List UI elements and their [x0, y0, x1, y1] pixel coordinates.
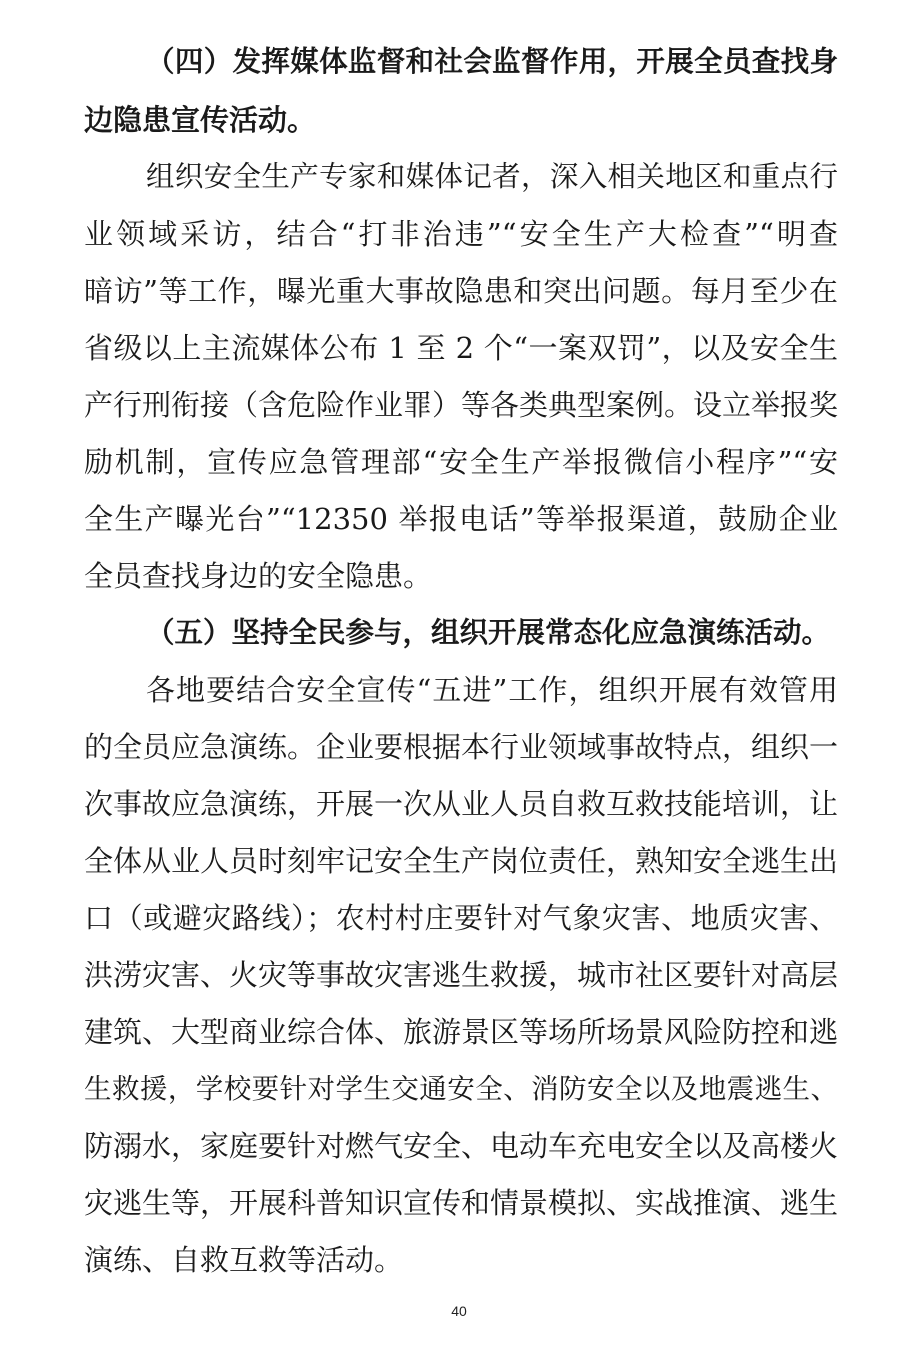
- paragraph-line: 的全员应急演练。企业要根据本行业领域事故特点，组织一: [84, 730, 839, 764]
- paragraph-line: 演练、自救互救等活动。: [84, 1243, 404, 1277]
- paragraph-line: 全生产曝光台”“12350 举报电话”等举报渠道，鼓励企业: [84, 502, 838, 536]
- paragraph-line: 暗访”等工作，曝光重大事故隐患和突出问题。每月至少在: [84, 274, 838, 308]
- section-heading-5: （五）坚持全民参与，组织开展常态化应急演练活动。: [146, 616, 831, 649]
- paragraph-line: 灾逃生等，开展科普知识宣传和情景模拟、实战推演、逃生: [84, 1186, 839, 1220]
- paragraph-line: 建筑、大型商业综合体、旅游景区等场所场景风险防控和逃: [84, 1015, 839, 1049]
- paragraph-line: 全员查找身边的安全隐患。: [84, 559, 433, 593]
- section-heading-4-cont: 边隐患宣传活动。: [84, 103, 317, 137]
- paragraph-line: 防溺水，家庭要针对燃气安全、电动车充电安全以及高楼火: [84, 1129, 839, 1163]
- paragraph-line: 省级以上主流媒体公布 1 至 2 个“一案双罚”，以及安全生: [84, 331, 838, 365]
- paragraph-line: 次事故应急演练，开展一次从业人员自救互救技能培训，让: [84, 787, 839, 821]
- paragraph-line: 各地要结合安全宣传“五进”工作，组织开展有效管用: [146, 673, 838, 707]
- paragraph-line: 励机制，宣传应急管理部“安全生产举报微信小程序”“安: [84, 445, 838, 479]
- paragraph-line: 洪涝灾害、火灾等事故灾害逃生救援，城市社区要针对高层: [84, 958, 839, 992]
- paragraph-line: 生救援，学校要针对学生交通安全、消防安全以及地震逃生、: [84, 1073, 838, 1105]
- paragraph-line: 业领域采访，结合“打非治违”“安全生产大检查”“明查: [84, 217, 838, 251]
- paragraph-line: 口（或避灾路线）；农村村庄要针对气象灾害、地质灾害、: [84, 901, 838, 935]
- section-heading-4: （四）发挥媒体监督和社会监督作用，开展全员查找身: [146, 45, 838, 78]
- paragraph-line: 全体从业人员时刻牢记安全生产岗位责任，熟知安全逃生出: [84, 844, 839, 878]
- page-number: 40: [451, 1303, 467, 1319]
- paragraph-line: 组织安全生产专家和媒体记者，深入相关地区和重点行: [146, 160, 838, 193]
- paragraph-line: 产行刑衔接（含危险作业罪）等各类典型案例。设立举报奖: [84, 388, 839, 422]
